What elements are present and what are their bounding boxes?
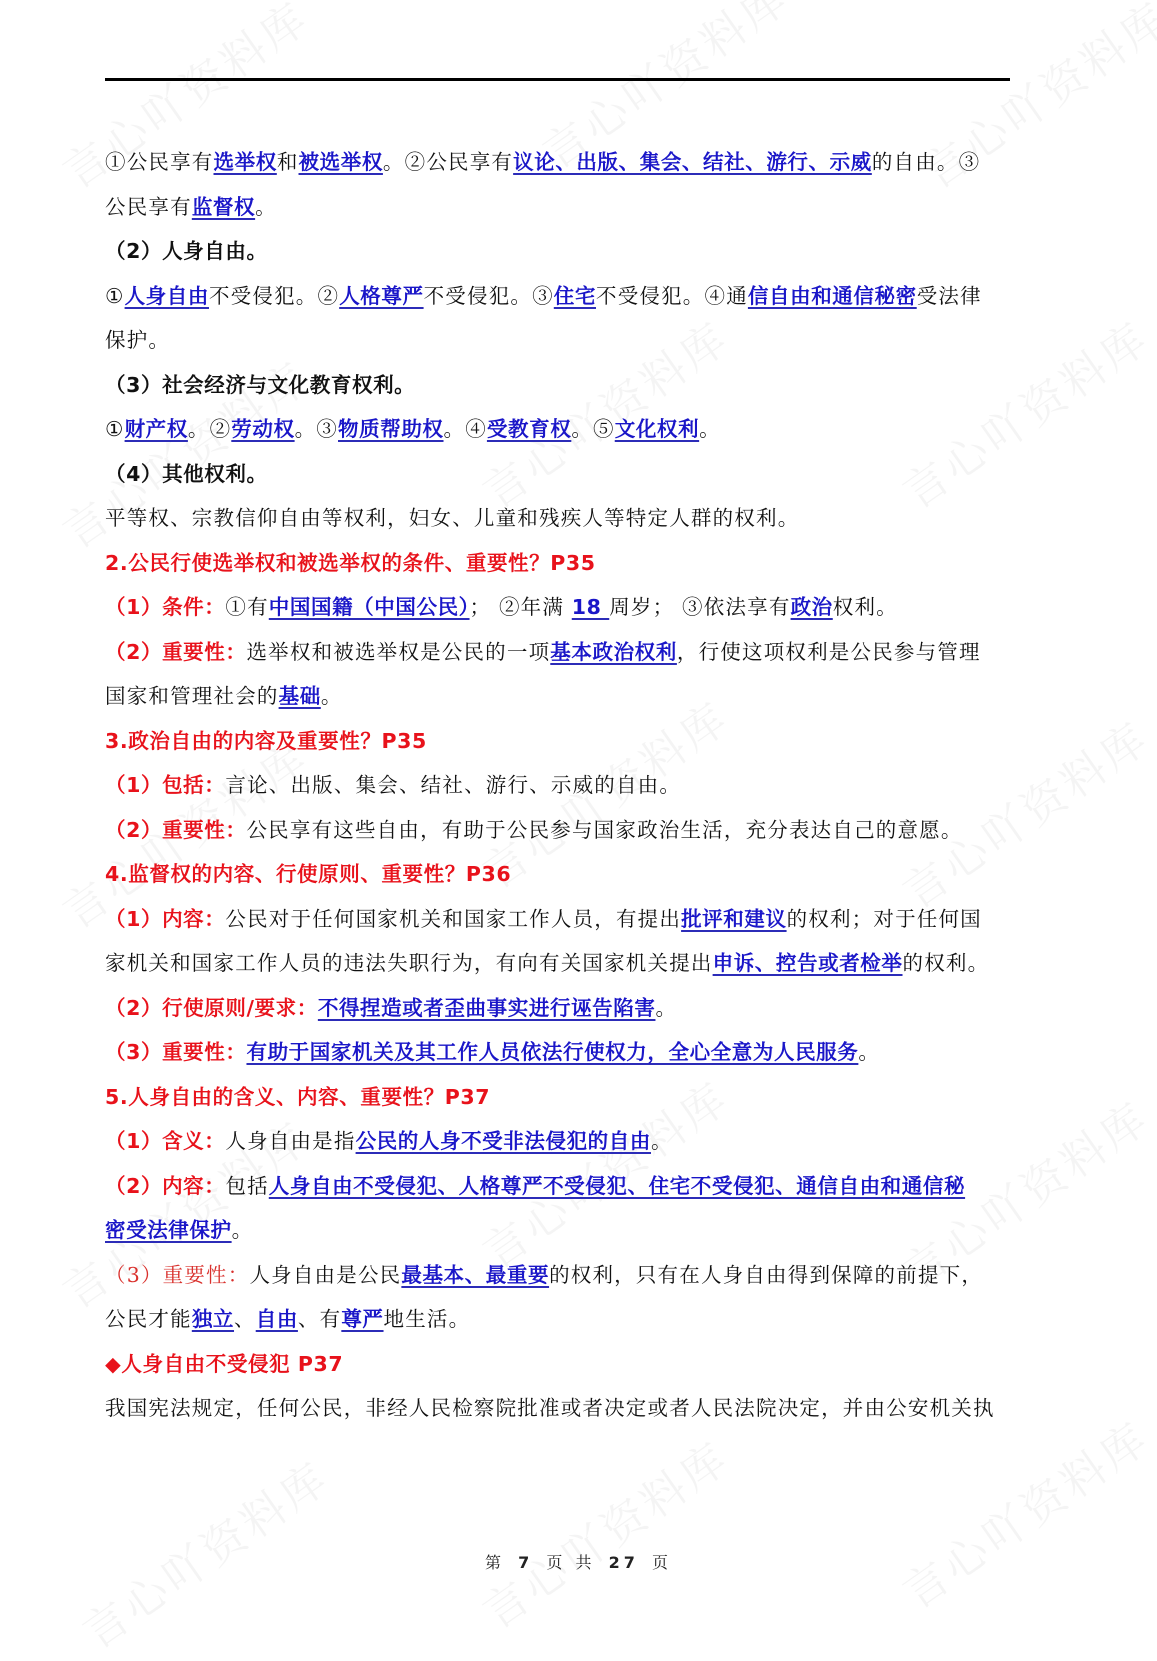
text: 。: [231, 1218, 254, 1242]
text: ，行使这项权利是公民参与管理: [676, 639, 981, 664]
text: 权利。: [832, 595, 898, 619]
text-line: [105, 1208, 1015, 1253]
key-term: 基础: [278, 684, 321, 708]
label: （3）重要性：: [105, 1040, 247, 1064]
label: 2.公民行使选举权和被选举权的条件、重要性？P35: [105, 550, 596, 575]
text: 、有: [297, 1307, 342, 1331]
key-term: 有助于国家机关及其工作人员依法行使权力，全心全意为人民服务: [246, 1040, 859, 1064]
text-line: [105, 1386, 1015, 1431]
label: （2）重要性：: [105, 639, 247, 664]
text: 的权利，只有在人身自由得到保障的前提下，: [549, 1262, 984, 1287]
key-term: 自由: [255, 1307, 298, 1331]
label: ◆人身自由不受侵犯 P37: [105, 1351, 344, 1376]
header-rule: [105, 78, 1010, 81]
text: 地生活。: [383, 1307, 471, 1331]
footer-suffix: 页: [651, 1553, 672, 1572]
key-term: 财产权: [124, 417, 188, 441]
text-line: [105, 897, 1015, 942]
text: 选举权和被选举权是公民的一项: [246, 639, 551, 664]
text: 不受侵犯。②: [208, 283, 340, 308]
label: （1）内容：: [105, 906, 226, 931]
text-line: [105, 986, 1015, 1031]
key-term: 选举权: [213, 150, 277, 174]
key-term: 中国国籍（中国公民）: [268, 595, 470, 619]
watermark-text: [888, 1403, 1157, 1621]
text: 公民对于任何国家机关和国家工作人员，有提出: [225, 906, 682, 931]
page-footer: [0, 1550, 1157, 1573]
footer-prefix: 第: [485, 1553, 506, 1572]
text-line: [105, 185, 1015, 230]
text-line: [105, 585, 1015, 630]
text: 平等权、宗教信仰自由等权利，妇女、儿童和残疾人等特定人群的权利。: [105, 506, 800, 530]
text: 。: [858, 1040, 881, 1064]
text: ； ②年满: [469, 595, 572, 619]
label: 4.监督权的内容、行使原则、重要性？P36: [105, 862, 512, 886]
key-term: 申诉、控告或者检举: [712, 951, 903, 975]
text: （4）其他权利。: [105, 461, 268, 486]
key-term: 议论、出版、集会、结社、游行、示威: [513, 150, 872, 174]
text: 。: [320, 684, 343, 708]
current-page-number: 7: [518, 1553, 534, 1572]
text: 的权利；对于任何国: [786, 906, 982, 931]
text: 。②公民享有: [382, 150, 514, 174]
label: （1）包括：: [105, 773, 226, 797]
text: 不受侵犯。④通: [596, 283, 748, 308]
section-heading: [105, 852, 1015, 897]
key-term: 物质帮助权: [338, 417, 444, 441]
key-term: 尊严: [341, 1307, 384, 1331]
text: 。: [655, 995, 678, 1020]
key-term: 最基本、最重要: [401, 1262, 550, 1287]
text: 言论、出版、集会、结社、游行、示威的自由。: [225, 773, 682, 797]
text: 家机关和国家工作人员的违法失职行为，有向有关国家机关提出: [105, 951, 713, 975]
text: 和: [276, 150, 299, 174]
label: （3）重要性：: [105, 1262, 250, 1287]
text-line: [105, 1253, 1015, 1298]
text: 人身自由是公民: [249, 1262, 402, 1287]
text: （3）社会经济与文化教育权利。: [105, 372, 416, 397]
text-line: [105, 274, 1015, 319]
text: 。⑤: [571, 417, 615, 441]
key-term: 政治: [790, 595, 833, 619]
text-line: [105, 1297, 1015, 1342]
key-term: 监督权: [191, 194, 256, 219]
text-line: [105, 763, 1015, 808]
key-term: 人身自由不受侵犯、人格尊严不受侵犯、住宅不受侵犯、通信自由和通信秘: [268, 1173, 966, 1198]
text: ①有: [225, 595, 269, 619]
subsection-heading: [105, 363, 1015, 408]
text: ①: [105, 417, 125, 441]
text: 、: [234, 1307, 256, 1331]
text: （2）人身自由。: [105, 239, 268, 263]
key-term: 受教育权: [486, 417, 572, 441]
text-line: [105, 407, 1015, 452]
key-term: 不得捏造或者歪曲事实进行诬告陷害: [317, 995, 656, 1020]
text-line: [105, 1030, 1015, 1075]
text-line: [105, 496, 1015, 541]
text: 保护。: [105, 328, 171, 352]
text: 我国宪法规定，任何公民，非经人民检察院批准或者决定或者人民法院决定，并由公安机关执: [105, 1396, 995, 1420]
section-heading: [105, 541, 1015, 586]
key-term: 公民的人身不受非法侵犯的自由: [355, 1129, 651, 1153]
text: ①: [105, 283, 125, 308]
text: 。: [699, 417, 721, 441]
text: 。②: [187, 417, 232, 441]
text: 受法律: [916, 283, 982, 308]
text: 。③: [294, 417, 339, 441]
key-term: 18: [571, 595, 610, 619]
text: ①公民享有: [105, 150, 214, 174]
key-term: 独立: [191, 1307, 235, 1331]
text-line: [105, 1119, 1015, 1164]
section-heading: [105, 1342, 1015, 1387]
text: 公民才能: [105, 1307, 192, 1331]
label: 5.人身自由的含义、内容、重要性？P37: [105, 1084, 491, 1109]
text-line: [105, 674, 1015, 719]
text: 人身自由是指: [225, 1129, 356, 1153]
key-term: 住宅: [553, 283, 596, 308]
label: （2）行使原则/要求：: [105, 995, 318, 1020]
text-line: [105, 1164, 1015, 1209]
document-body: [105, 140, 1015, 1431]
section-heading: [105, 719, 1015, 764]
text-line: [105, 941, 1015, 986]
text: 周岁； ③依法享有: [609, 595, 791, 619]
text: 不受侵犯。③: [423, 283, 554, 308]
label: （1）条件：: [105, 595, 226, 619]
footer-mid: 页 共: [546, 1553, 596, 1572]
key-term: 基本政治权利: [550, 639, 677, 664]
section-heading: [105, 1075, 1015, 1120]
text-line: [105, 318, 1015, 363]
text: 。: [255, 194, 277, 219]
key-term: 密受法律保护: [105, 1218, 232, 1242]
watermark-text: [468, 1423, 741, 1641]
text: 国家和管理社会的: [105, 684, 279, 708]
text: 公民享有: [105, 194, 192, 219]
text-line: [105, 808, 1015, 853]
text: 的自由。③: [871, 150, 981, 174]
label: 3.政治自由的内容及重要性？P35: [105, 728, 427, 753]
label: （1）含义：: [105, 1129, 226, 1153]
subsection-heading: [105, 452, 1015, 497]
text: 。④: [443, 417, 487, 441]
key-term: 人格尊严: [339, 283, 424, 308]
text-line: [105, 140, 1015, 185]
key-term: 文化权利: [614, 417, 700, 441]
text: 的权利。: [902, 951, 990, 975]
text-line: [105, 630, 1015, 675]
text: 公民享有这些自由，有助于公民参与国家政治生活，充分表达自己的意愿。: [246, 817, 963, 842]
subsection-heading: [105, 229, 1015, 274]
text: 。: [650, 1129, 673, 1153]
key-term: 人身自由: [124, 283, 209, 308]
key-term: 劳动权: [231, 417, 295, 441]
total-pages: 27: [608, 1553, 639, 1572]
key-term: 批评和建议: [681, 906, 787, 931]
label: （2）重要性：: [105, 817, 247, 842]
text: 包括: [225, 1173, 269, 1198]
label: （2）内容：: [105, 1173, 226, 1198]
key-term: 被选举权: [298, 150, 383, 174]
key-term: 信自由和通信秘密: [747, 283, 917, 308]
